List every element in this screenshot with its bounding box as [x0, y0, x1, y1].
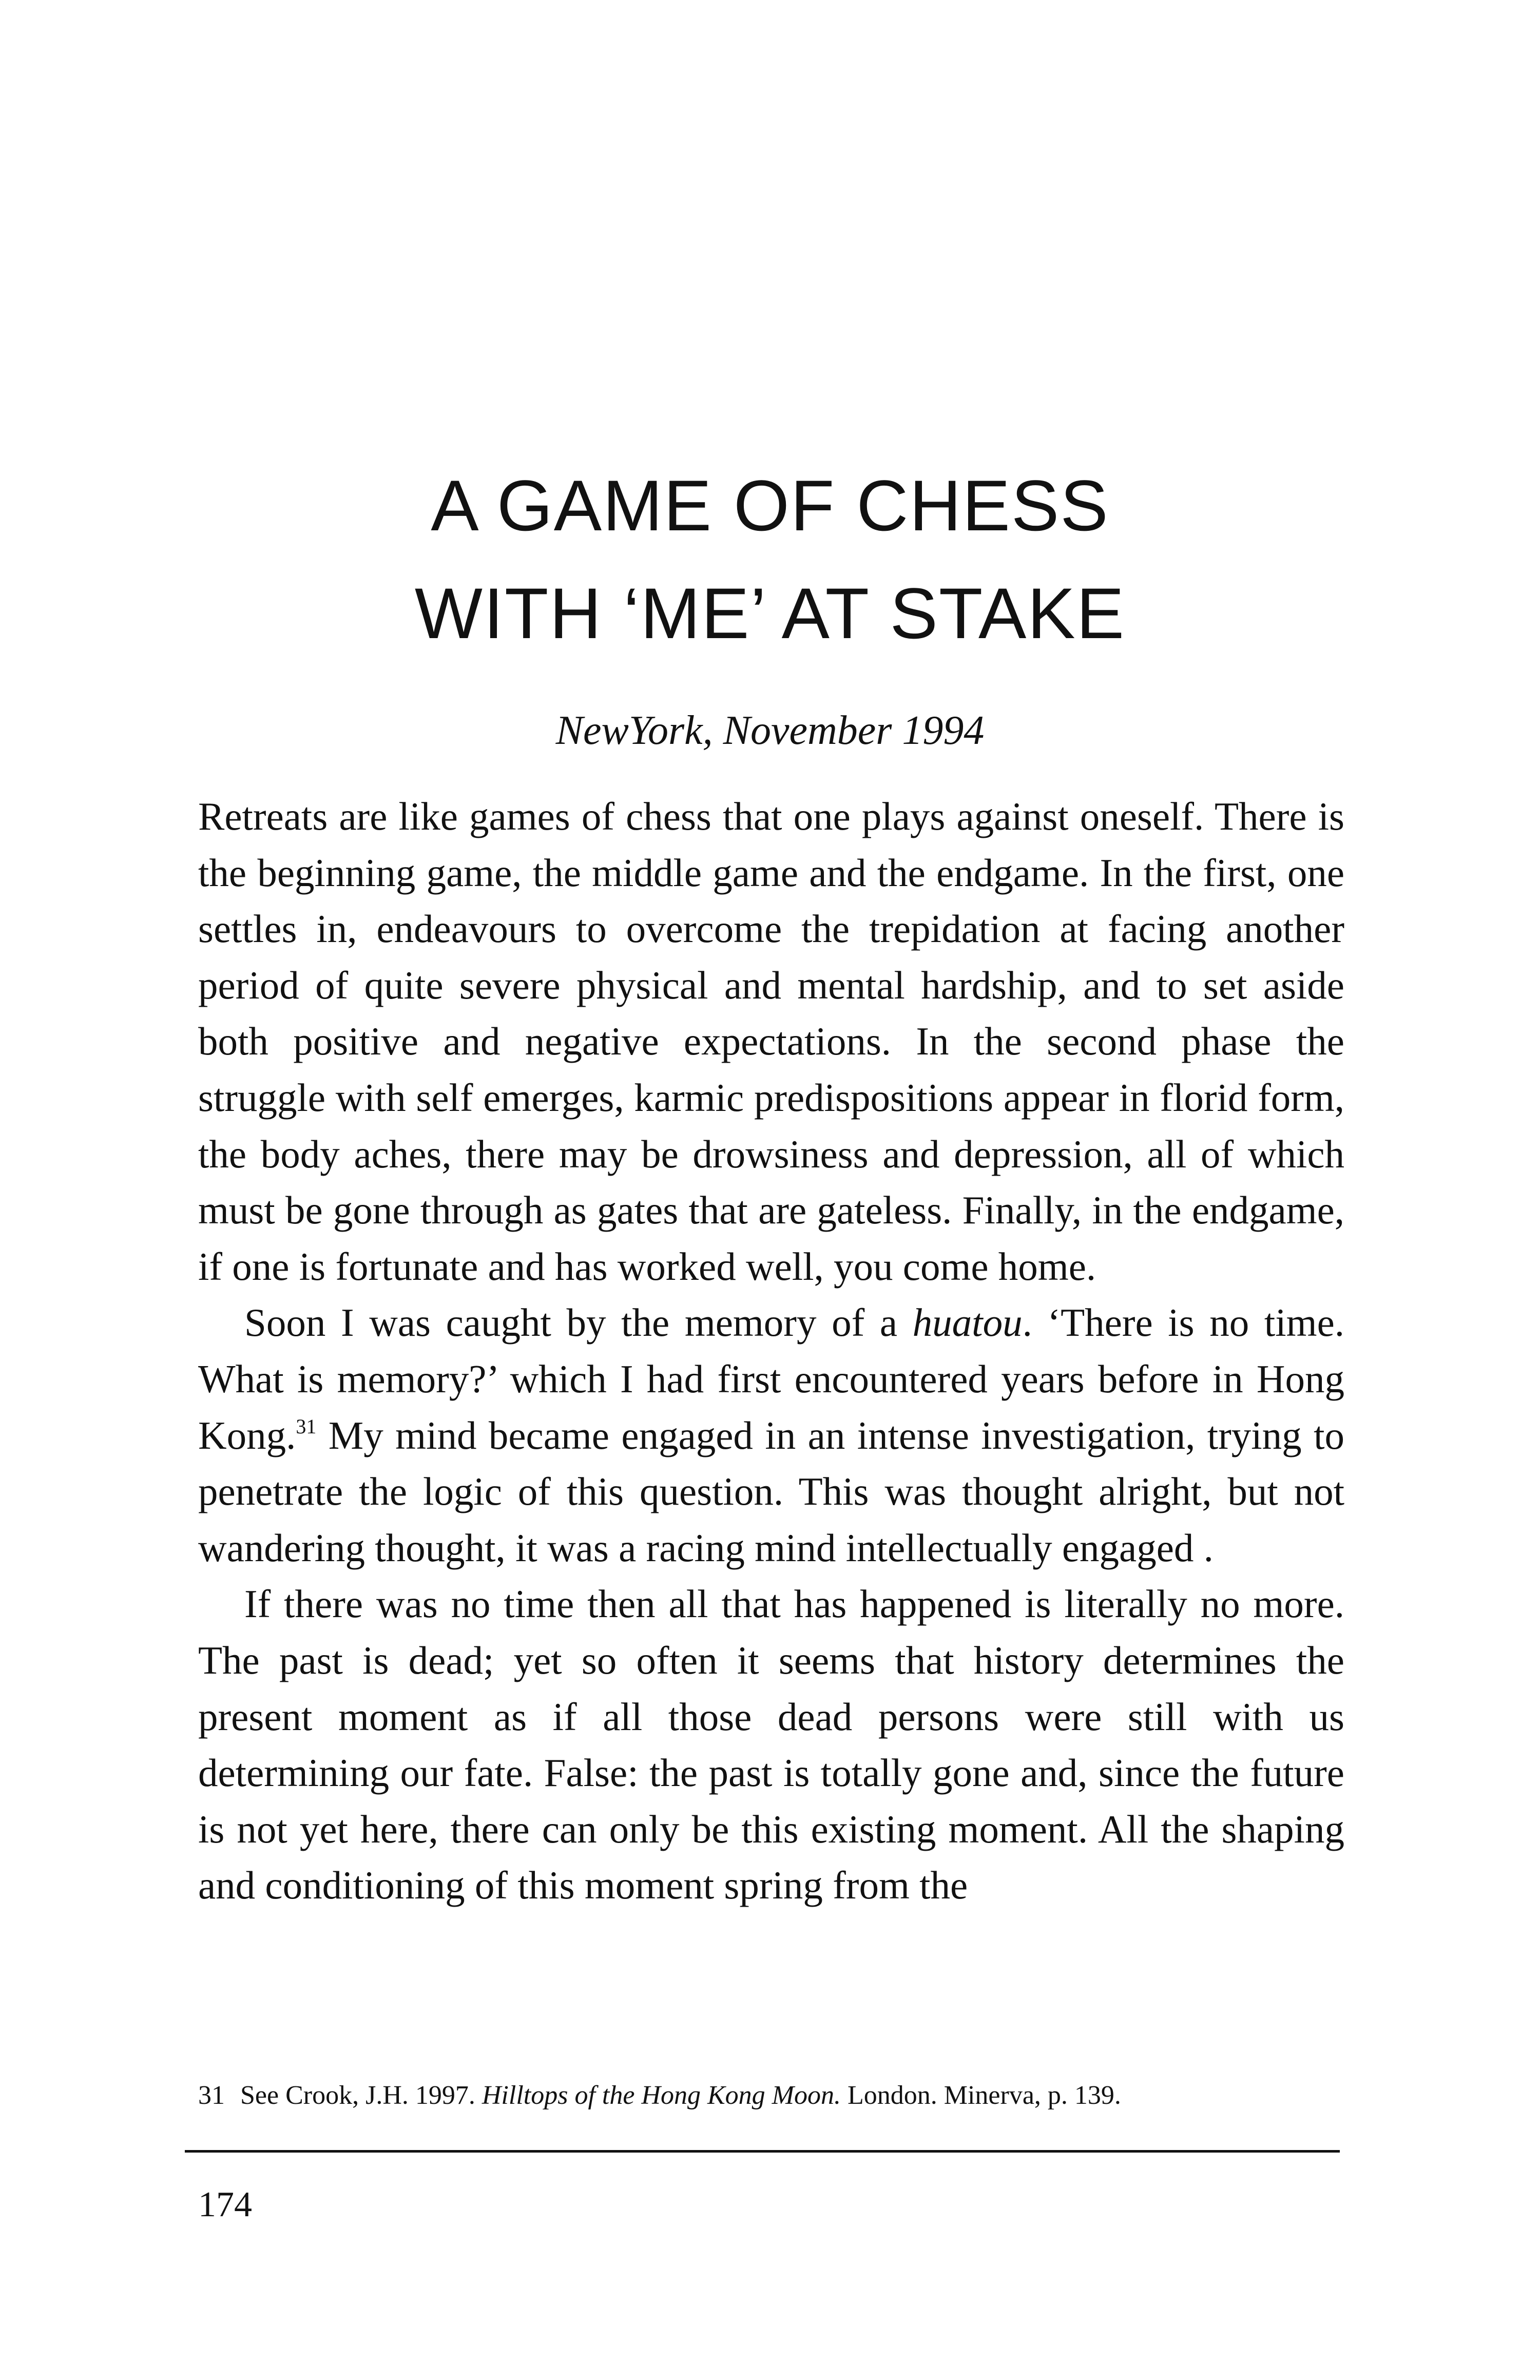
paragraph-2-part-b: . ‘There is no time. What is memory?’ which I had first encountered years before in Hong Kong. — [198, 1300, 1345, 1457]
paragraph-3: If there was no time then all that has happened is literally no more. The past is dead; yet so often it seems that history determines the present moment as if all those dead persons were still with us determining our fate. False: the past is totally gone and, since the future is not yet here, there can only be this existing moment. All the shaping and conditioning of this moment spring from the — [198, 1582, 1344, 1908]
footer-rule — [185, 2150, 1340, 2153]
chapter-title-line-2: WITH ‘ME’ AT STAKE — [414, 573, 1126, 654]
page-number: 174 — [198, 2185, 252, 2224]
chapter-title — [0, 452, 1540, 667]
footnote-text-b: London. Minerva, p. 139. — [840, 2081, 1121, 2110]
footnote-reference: 31 — [296, 1414, 317, 1438]
body-text — [198, 789, 1344, 1914]
footnote-book-title: Hilltops of the Hong Kong Moon. — [482, 2081, 841, 2110]
paragraph-1: Retreats are like games of chess that one plays against oneself. There is the beginning game, the middle game and the endgame. In the first, one settles in, endeavours to overcome the trepidation at facing another period of quite severe physical and mental hardship, and to set aside both positive and negative expectations. In the second phase the struggle with self emerges, karmic predispositions appear in florid form, the body aches, there may be drowsiness and depression, all of which must be gone through as gates that are gateless. Finally, in the endgame, if one is fortunate and has worked well, you come home. — [198, 794, 1344, 1289]
huatou-term: huatou — [912, 1300, 1023, 1345]
footnote-text-a: See Crook, J.H. 1997. — [240, 2081, 482, 2110]
paragraph-2-part-a: Soon I was caught by the memory of a — [244, 1300, 913, 1345]
paragraph-2-part-c: My mind became engaged in an intense investigation, trying to penetrate the logic of this question. This was thought alright, but not wandering thought, it was a racing mind intellectually engaged . — [198, 1413, 1344, 1570]
footnote-number: 31 — [198, 2081, 225, 2110]
chapter-dateline: NewYork, November 1994 — [555, 708, 985, 753]
chapter-title-line-1: A GAME OF CHESS — [431, 465, 1109, 546]
paragraph-2 — [198, 1295, 1344, 1576]
footnote — [198, 2075, 1344, 2116]
